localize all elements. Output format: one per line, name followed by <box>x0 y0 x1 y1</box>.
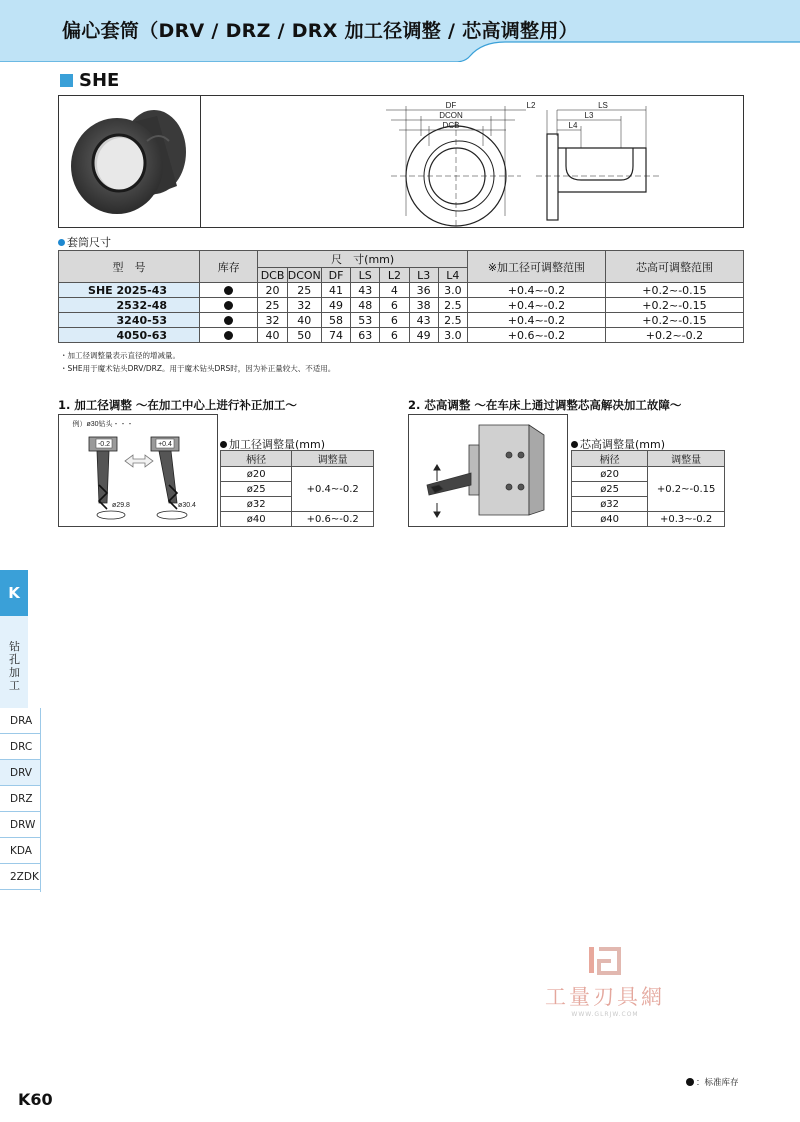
header-banner <box>0 0 800 62</box>
cell: ø20 <box>221 467 292 482</box>
table-row <box>221 467 374 482</box>
legend-dot-icon <box>686 1078 694 1086</box>
cell: 36 <box>409 283 438 298</box>
col-model: 型 号 <box>59 251 200 283</box>
table-row <box>59 283 744 298</box>
col-ls: LS <box>351 268 380 283</box>
adj2-title: 2. 芯高调整 ～在车床上通过调整芯高解决加工故障～ <box>408 398 682 412</box>
label-l3: L3 <box>584 111 594 120</box>
col-df: DF <box>321 268 350 283</box>
label-dcon: DCON <box>439 111 463 120</box>
cell: 48 <box>351 298 380 313</box>
side-tab-k[interactable]: K <box>0 570 28 616</box>
cell: 2.5 <box>438 298 467 313</box>
cell: ø40 <box>221 512 292 527</box>
cell: 38 <box>409 298 438 313</box>
col-l2: L2 <box>380 268 409 283</box>
cell: 40 <box>258 328 287 343</box>
label-l2: L2 <box>526 101 536 110</box>
stock-dot-icon <box>224 301 233 310</box>
sleeve-photo-image <box>59 96 201 227</box>
cell: 25 <box>287 283 321 298</box>
cell: 32 <box>258 313 287 328</box>
adj2-table-heading: 芯高调整量(mm) <box>571 436 665 452</box>
dia-left-label: ø29.8 <box>112 502 130 509</box>
side-tab-2zdk[interactable]: 2ZDK <box>0 864 40 890</box>
stock-cell <box>200 298 258 313</box>
col-l3: L3 <box>409 268 438 283</box>
cell: +0.6~-0.2 <box>467 328 605 343</box>
model-cell: 4050-63 <box>59 328 200 343</box>
col-l4: L4 <box>438 268 467 283</box>
cell: 43 <box>409 313 438 328</box>
cell: 20 <box>258 283 287 298</box>
cell: 43 <box>351 283 380 298</box>
page-title: 偏心套筒（DRV / DRZ / DRX 加工径调整 / 芯高调整用） <box>62 20 578 42</box>
cell: +0.4~-0.2 <box>467 298 605 313</box>
product-photo <box>59 96 201 227</box>
cell: 3.0 <box>438 283 467 298</box>
product-frame <box>58 95 744 228</box>
table-row <box>59 313 744 328</box>
dia-right-label: ø30.4 <box>178 502 196 509</box>
label-l4: L4 <box>568 121 578 130</box>
cell: ø32 <box>221 497 292 512</box>
lathe-center-illustration <box>409 415 567 526</box>
cell: 25 <box>258 298 287 313</box>
col-dia-range: ※加工径可调整范围 <box>467 251 605 283</box>
cell: 41 <box>321 283 350 298</box>
plus-label: +0.4 <box>158 441 172 448</box>
cell: 58 <box>321 313 350 328</box>
minus-label: -0.2 <box>97 441 111 448</box>
table-row <box>572 512 725 527</box>
table-row <box>572 467 725 482</box>
cell: +0.2~-0.15 <box>605 298 743 313</box>
col-amount: 调整量 <box>648 451 725 467</box>
cell: +0.2~-0.15 <box>605 313 743 328</box>
spec-heading: 套筒尺寸 <box>58 234 111 250</box>
cell: 50 <box>287 328 321 343</box>
col-shank: 柄径 <box>572 451 648 467</box>
cell: +0.4~-0.2 <box>467 313 605 328</box>
cell: +0.3~-0.2 <box>648 512 725 527</box>
adj2-illustration <box>408 414 568 527</box>
cell: +0.2~-0.15 <box>648 467 725 512</box>
col-dims: 尺 寸(mm) <box>258 251 468 268</box>
side-tab-edge <box>40 708 41 892</box>
cell: 2.5 <box>438 313 467 328</box>
col-dcb: DCB <box>258 268 287 283</box>
model-cell: 2532-48 <box>59 298 200 313</box>
cell: 74 <box>321 328 350 343</box>
stock-cell <box>200 313 258 328</box>
bullet-icon <box>220 441 227 448</box>
table-row <box>59 328 744 343</box>
spec-table <box>58 250 744 343</box>
cell: ø25 <box>572 482 648 497</box>
model-cell: 3240-53 <box>59 313 200 328</box>
cell: ø40 <box>572 512 648 527</box>
stock-dot-icon <box>224 331 233 340</box>
section-title: SHE <box>79 70 120 91</box>
section-heading <box>60 70 119 91</box>
adj1-table-heading: 加工径调整量(mm) <box>220 436 325 452</box>
bullet-icon <box>571 441 578 448</box>
cell: 3.0 <box>438 328 467 343</box>
side-tab-dra[interactable]: DRA <box>0 708 40 734</box>
side-tab-kda[interactable]: KDA <box>0 838 40 864</box>
col-amount: 调整量 <box>292 451 374 467</box>
stock-cell <box>200 283 258 298</box>
side-category-label: 钻孔加工 <box>9 640 20 692</box>
cell: 6 <box>380 328 409 343</box>
label-df: DF <box>445 101 457 110</box>
adj2-table <box>571 450 725 527</box>
watermark-logo-icon <box>585 945 625 977</box>
cell: 6 <box>380 313 409 328</box>
model-cell: SHE 2025-43 <box>59 283 200 298</box>
table-row <box>221 512 374 527</box>
col-center-range: 芯高可调整范围 <box>605 251 743 283</box>
watermark <box>530 945 680 1018</box>
table-row <box>59 298 744 313</box>
cell: +0.4~-0.2 <box>292 467 374 512</box>
cell: +0.6~-0.2 <box>292 512 374 527</box>
stock-cell <box>200 328 258 343</box>
cell: +0.2~-0.15 <box>605 283 743 298</box>
drill-adjust-illustration <box>59 415 217 526</box>
adj1-title: 1. 加工径调整 ～在加工中心上进行补正加工～ <box>58 398 297 412</box>
label-ls: LS <box>598 101 608 110</box>
col-shank: 柄径 <box>221 451 292 467</box>
cell: 63 <box>351 328 380 343</box>
technical-drawing <box>201 96 743 227</box>
side-tab-drw[interactable]: DRW <box>0 812 40 838</box>
cell: 49 <box>409 328 438 343</box>
cell: +0.2~-0.2 <box>605 328 743 343</box>
stock-dot-icon <box>224 286 233 295</box>
note-1: ・加工径调整量表示直径的增减量。 <box>60 351 180 360</box>
sleeve-drawing <box>201 96 743 227</box>
col-stock: 库存 <box>200 251 258 283</box>
watermark-url: WWW.GLRJW.COM <box>571 1011 639 1018</box>
bullet-icon <box>58 239 65 246</box>
note-2: ・SHE用于魔术钻头DRV/DRZ。用于魔术钻头DRS时，因为补正量较大、不适用。 <box>60 364 336 373</box>
col-dcon: DCON <box>287 268 321 282</box>
adj1-table <box>220 450 374 527</box>
side-tab-drv[interactable]: DRV <box>0 760 40 786</box>
label-dcb: DCB <box>442 121 460 130</box>
section-square-icon <box>60 74 73 87</box>
page-number: K60 <box>18 1090 53 1109</box>
cell: 49 <box>321 298 350 313</box>
cell: 53 <box>351 313 380 328</box>
example-label: 例）ø30钻头・・・ <box>72 421 134 428</box>
cell: ø32 <box>572 497 648 512</box>
cell: ø20 <box>572 467 648 482</box>
side-tab-drz[interactable]: DRZ <box>0 786 40 812</box>
stock-legend: ：标准库存 <box>686 1076 739 1088</box>
cell: 4 <box>380 283 409 298</box>
side-tab-drc[interactable]: DRC <box>0 734 40 760</box>
cell: +0.4~-0.2 <box>467 283 605 298</box>
cell: ø25 <box>221 482 292 497</box>
adj1-illustration <box>58 414 218 527</box>
cell: 32 <box>287 298 321 313</box>
cell: 40 <box>287 313 321 328</box>
stock-dot-icon <box>224 316 233 325</box>
watermark-text: 工量刃具網 <box>545 985 665 1009</box>
cell: 6 <box>380 298 409 313</box>
